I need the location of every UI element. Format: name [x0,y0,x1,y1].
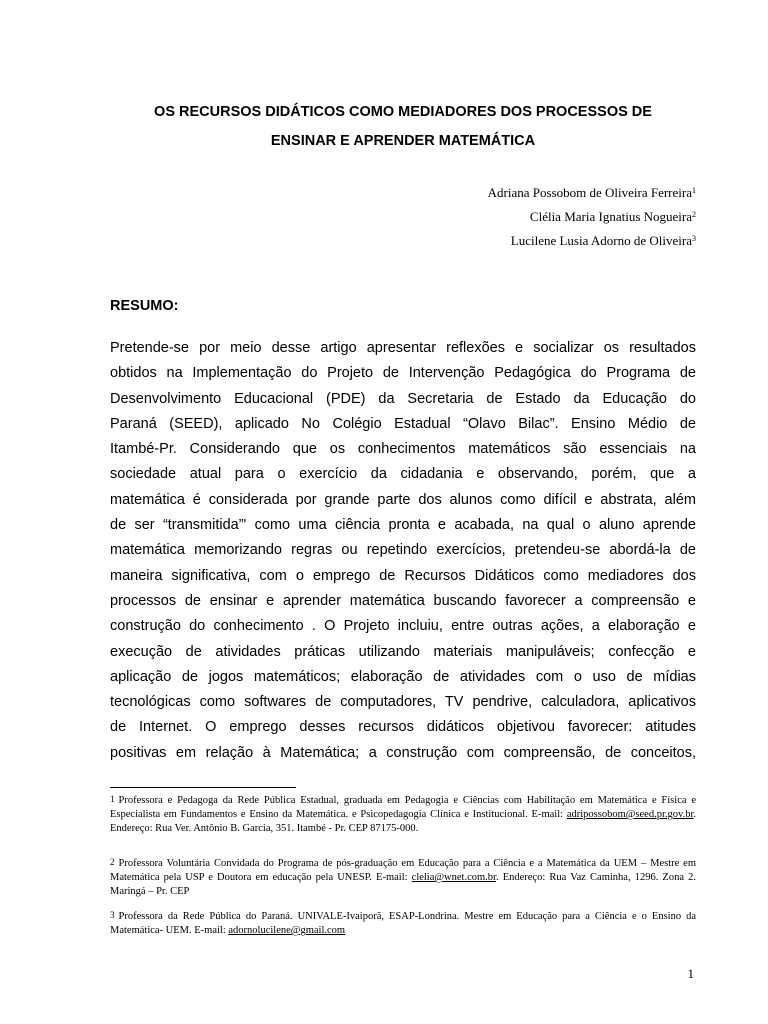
abstract-line: Paraná (SEED), aplicado No Colégio Estadual “Olavo Bilac”. Ensino Médio de [110,415,696,432]
abstract-line: positivas em relação à Matemática; a construção com compreensão, de conceitos, [110,744,696,761]
title-line-1: OS RECURSOS DIDÁTICOS COMO MEDIADORES DOS PROCESSOS DE [154,104,652,120]
author-name: Clélia Maria Ignatius Nogueira [529,209,692,224]
abstract-line: tecnológicas como softwares de computadores, TV pendrive, calculadora, aplicativos [110,694,696,711]
page-number: 1 [687,966,694,981]
footnote-number: 1 [110,794,115,804]
abstract-line: processos de ensinar e aprender matemática buscando favorecer a compreensão e [110,592,696,609]
footnote-marker: 3 [692,234,696,243]
abstract-line: sociedade atual para o exercício da cidadania e observando, porém, que a [110,466,696,483]
footnote-number: 2 [110,857,115,867]
abstract-line: maneira significativa, com o emprego de Recursos Didáticos como mediadores dos [110,567,696,584]
footnote-marker: 1 [692,186,696,195]
footnote-3 [110,910,696,938]
email-link[interactable]: adripossobom@seed.pr.gov.br [566,809,694,820]
footnote-text: Professora e Pedagoga da Rede Pública Estadual, graduada em Pedagogia e Ciências com Habilitação em Matemática e Física e Especialista em Fundamentos e Ensino da Matemática. e Psicopedagogia Clínica e Institucional. E-mail: [110,795,696,820]
section-heading-resumo: RESUMO: [110,298,179,314]
abstract-line: construção do conhecimento . O Projeto incluiu, entre outras ações, a elaboração e [110,618,696,635]
abstract-line: Itambé-Pr. Considerando que os conhecimentos matemáticos são essenciais na [110,441,696,458]
abstract-line: aplicação de jogos matemáticos; elaboração de atividades com o uso de mídias [110,668,696,685]
abstract-line: obtidos na Implementação do Projeto de Intervenção Pedagógica do Programa de [110,365,696,382]
email-link[interactable]: clelia@wnet.com.br [411,872,496,883]
abstract-line: Desenvolvimento Educacional (PDE) da Secretaria de Estado da Educação do [110,390,696,407]
title-line-2: ENSINAR E APRENDER MATEMÁTICA [270,133,536,149]
footnote-text: Professora da Rede Pública do Paraná. UNIVALE-Ivaiporã, ESAP-Londrina. Mestre em Educação para a Ciência e o Ensino da Matemática- UEM. E-mail: [110,911,696,936]
email-link[interactable]: adornolucilene@gmail.com [228,925,346,936]
footnote-1 [110,794,696,836]
footnote-text: Professora Voluntária Convidada do Programa de pós-graduação em Educação para a Ciência e a Matemática da UEM – Mestre em Matemática pela USP e Doutora em educação pela UNESP. E-mail: [110,858,696,883]
author-2 [488,205,696,229]
abstract-line: matemática memorizando regras ou repetindo exercícios, pretendeu-se abordá-la de [110,542,696,559]
document-title [110,98,696,156]
footnote-text: . Endereço: Rua Vaz Caminha, 1296. Zona 2. Maringá – Pr. CEP [110,872,696,897]
footnote-2 [110,857,696,899]
footnote-text: . Endereço: Rua Ver. Antônio B. Garcia, 351. Itambé - Pr. CEP 87175-000. [110,809,696,834]
footnote-number: 3 [110,910,115,920]
abstract-line: de Internet. O emprego desses recursos didáticos objetivou favorecer: atitudes [110,719,696,736]
abstract-body [110,336,696,766]
author-name: Adriana Possobom de Oliveira Ferreira [487,185,692,200]
footnote-separator [110,787,296,788]
author-3 [488,229,696,253]
author-list [488,181,696,253]
abstract-line: execução de atividades práticas utilizando materiais manipuláveis; confecção e [110,643,696,660]
abstract-line: de ser “transmitida”' como uma ciência pronta e acabada, na qual o aluno aprende [110,517,696,534]
author-1 [488,181,696,205]
abstract-line: matemática é considerada por grande parte dos alunos como difícil e abstrata, além [110,491,696,508]
author-name: Lucilene Lusia Adorno de Oliveira [510,233,692,248]
abstract-line: Pretende-se por meio desse artigo apresentar reflexões e socializar os resultados [110,340,696,356]
footnote-marker: 2 [692,210,696,219]
